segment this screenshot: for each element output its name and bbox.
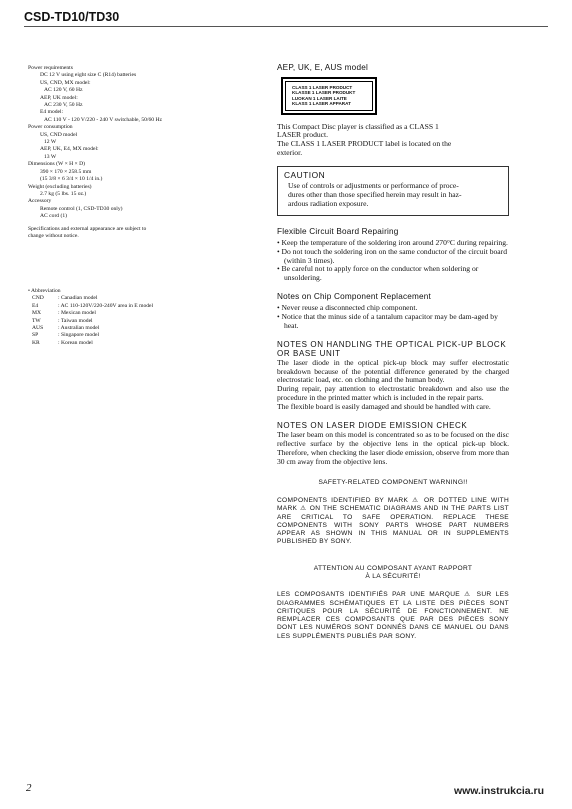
- right-column: [277, 64, 509, 641]
- spec-line: (15 3/8 × 6 3/4 × 10 1/4 in.): [40, 176, 103, 183]
- abbreviation-rows: [28, 295, 263, 347]
- safety-warning-en: [277, 479, 509, 547]
- spec-line: AC cord (1): [40, 213, 68, 220]
- abbreviation-code: TW: [32, 317, 41, 324]
- spec-line: Power requirements: [28, 65, 73, 71]
- abbreviation-row: [28, 303, 263, 310]
- laser-body: [277, 123, 509, 159]
- spec-line: E4 model:: [40, 109, 64, 116]
- abbreviation-row: [28, 310, 263, 317]
- model-title: CSD-TD10/TD30: [24, 10, 120, 24]
- safety-en-body: COMPONENTS IDENTIFIED BY MARK ⚠ OR DOTTED LINE WITH MARK ⚠ ON THE SCHEMATIC DIAGRAMS AND IN THE PARTS LIST ARE CRITICAL TO SAFE OPERATION. REPLACE THESE COMPONENTS WITH SONY PARTS WHOSE PART NUMBERS APPEAR AS SHOWN IN THIS MANUAL OR IN SUPPLEMENTS PUBLISHED BY SONY.: [277, 496, 509, 546]
- spec-line: AEP, UK, E4, MX model:: [40, 146, 99, 153]
- caution-line: ardous radiation exposure.: [288, 198, 369, 208]
- page-number: 2: [26, 782, 32, 794]
- pickup-para: During repair, pay attention to electrostatic breakdown and also use the procedure in the printed matter which is included in the repair parts.: [277, 384, 509, 403]
- abbreviation-code: SP: [32, 332, 39, 339]
- abbreviation-code: AUS: [32, 325, 44, 332]
- chip-item: • Notice that the minus side of a tantalum capacitor may be dam-aged by heat.: [277, 312, 498, 330]
- specifications: [28, 65, 263, 240]
- laser-label: [281, 77, 377, 115]
- abbreviation-meaning: : Korean model: [58, 339, 93, 346]
- flex-title: Flexible Circuit Board Repairing: [277, 226, 399, 236]
- abbreviation-meaning: : Taiwan model: [58, 317, 93, 324]
- safety-fr-body: LES COMPOSANTS IDENTIFIÉS PAR UNE MARQUE ⚠ SUR LES DIAGRAMMES SCHÉMATIQUES ET LA LISTE DES PIÈCES SONT CRITIQUES POUR LA SÉCURITÉ DE FONCTIONNEMENT. NE REMPLACER CES COMPOSANTS QUE PAR DES PIÈCES SONY DONT LES NUMÉROS SONT DONNÉS DANS CE MANUEL OU DANS LES SUPPLÉMENTS PUBLIÉS PAR SONY.: [277, 591, 509, 640]
- flex-item: • Be careful not to apply force on the conductor when soldering or unsoldering.: [277, 264, 479, 283]
- laser-body-line: exterior.: [277, 148, 303, 158]
- safety-warning-fr: [277, 565, 509, 641]
- abbreviation-row: [28, 325, 263, 332]
- laser-label-text: [285, 81, 373, 111]
- spec-note-line: Specifications and external appearance are subject to: [28, 225, 147, 232]
- laser-body-line: LASER product.: [277, 130, 329, 140]
- caution-line: dures other than those specified herein may result in haz-: [288, 189, 462, 199]
- abbreviation-row: [28, 318, 263, 325]
- abbreviation-title: • Abbreviation: [28, 288, 61, 294]
- abbreviation-meaning: : Singapore model: [58, 332, 100, 339]
- spec-line: US, CND, MX model:: [40, 79, 91, 86]
- watermark-link[interactable]: www.instrukcia.ru: [453, 785, 544, 797]
- spec-line: Power consumption: [28, 124, 73, 131]
- pickup-title: NOTES ON HANDLING THE OPTICAL PICK-UP BLOCK OR BASE UNIT: [277, 339, 507, 358]
- caution-box: [277, 166, 509, 216]
- safety-en-title: SAFETY-RELATED COMPONENT WARNING!!: [318, 478, 468, 486]
- label-line: CLASS 1 LASER PRODUCT: [292, 84, 353, 90]
- laser-body-line: The CLASS 1 LASER PRODUCT label is located on the: [277, 139, 452, 149]
- label-line: LUOKAN 1 LASER LAITE: [292, 95, 347, 101]
- spec-line: 390 × 170 × 258.5 mm: [40, 168, 92, 175]
- laser-check-body: The laser beam on this model is concentrated so as to be focused on the disc reflective surface by the objective lens in the optical pick-up block. Therefore, when checking the laser diode emission, observe from more than 30 cm away from the objective lens.: [277, 430, 509, 466]
- abbreviation-meaning: : Canadian model: [58, 295, 98, 302]
- abbreviation-row: [28, 332, 263, 339]
- flex-item: • Keep the temperature of the soldering iron around 270°C during repairing.: [277, 237, 508, 247]
- pickup-para: The laser diode in the optical pick-up block may suffer electrostatic breakdown because of the potential difference generated by the charged electrostatic load, etc. on clothing and the human body.: [277, 357, 509, 385]
- label-line: KLASSE 1 LASER PRODUKT: [292, 90, 356, 96]
- laser-heading: AEP, UK, E, AUS model: [277, 63, 368, 72]
- spec-line: Remote control (1, CSD-TD30 only): [40, 205, 123, 212]
- top-rule: [24, 26, 548, 27]
- spec-line: DC 12 V using eight size C (R14) batteries: [40, 72, 137, 79]
- spec-list: [28, 65, 263, 221]
- abbreviation-list: [28, 288, 263, 347]
- spec-line: AEP, UK model:: [40, 94, 78, 101]
- abbreviation-row: [28, 295, 263, 302]
- abbreviation-meaning: : AC 110-120V/220-240V area in E model: [58, 302, 154, 309]
- spec-line: AC 120 V, 60 Hz: [44, 87, 83, 94]
- spec-line: 2.7 kg (5 lbs. 15 oz.): [40, 190, 87, 197]
- spec-line: Dimensions (W × H × D): [28, 161, 86, 168]
- pickup-para: The flexible board is easily damaged and should be handled with care.: [277, 402, 491, 412]
- label-line: KLASS 1 LASER APPARAT: [292, 101, 351, 107]
- spec-note-line: change without notice.: [28, 232, 79, 239]
- spec-line: US, CND model: [40, 131, 78, 138]
- abbreviation-meaning: : Australian model: [58, 325, 100, 332]
- flex-item: • Do not touch the soldering iron on the same conductor of the circuit board (within 3 times).: [277, 246, 507, 265]
- abbreviation-row: [28, 340, 263, 347]
- spec-line: AC 110 V - 120 V/220 - 240 V switchable, 50/60 Hz: [44, 116, 162, 123]
- caution-line: Use of controls or adjustments or performance of proce-: [288, 181, 459, 191]
- laser-body-line: This Compact Disc player is classified as a CLASS 1: [277, 121, 439, 131]
- abbreviation-code: MX: [32, 310, 42, 317]
- caution-title: CAUTION: [284, 170, 326, 181]
- abbreviation-code: KR: [32, 339, 40, 346]
- spec-line: AC 230 V, 50 Hz: [44, 102, 83, 109]
- spec-line: 12 W: [44, 139, 57, 146]
- spec-line: Accessory: [28, 198, 52, 205]
- safety-fr-title: À LA SÉCURITÉ!: [365, 573, 421, 580]
- safety-fr-title: ATTENTION AU COMPOSANT AYANT RAPPORT: [313, 564, 473, 572]
- spec-line: 13 W: [44, 153, 57, 160]
- spec-line: Weight (excluding batteries): [28, 183, 92, 190]
- abbreviation-code: E4: [32, 302, 39, 309]
- laser-check-title: NOTES ON LASER DIODE EMISSION CHECK: [277, 421, 468, 431]
- chip-item: • Never reuse a disconnected chip component.: [277, 303, 418, 313]
- abbreviation-meaning: : Mexican model: [58, 310, 96, 317]
- chip-title: Notes on Chip Component Replacement: [277, 292, 432, 302]
- abbreviation-code: CND: [32, 295, 44, 302]
